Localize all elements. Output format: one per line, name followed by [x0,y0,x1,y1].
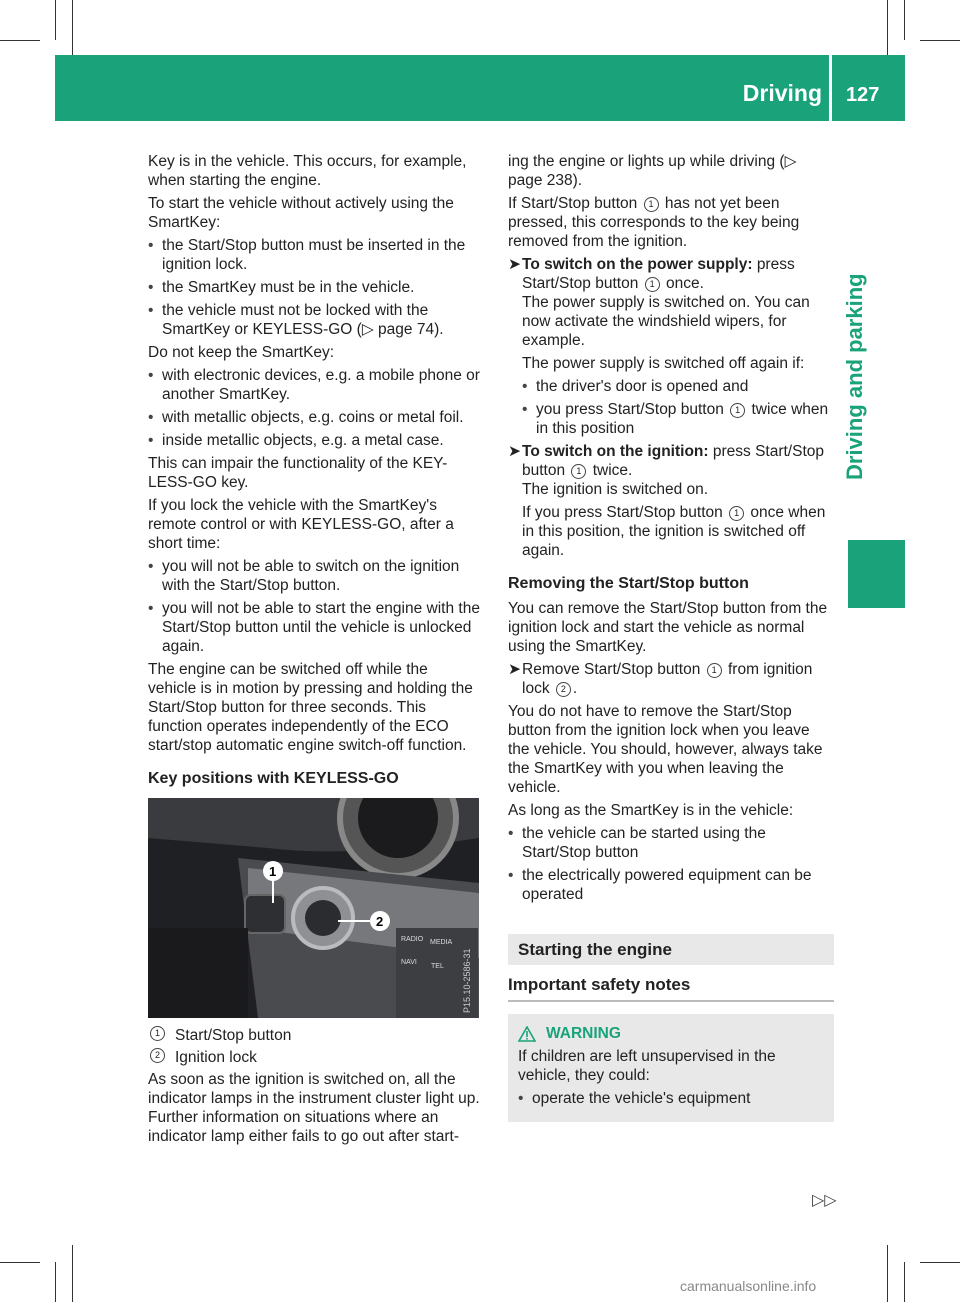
paragraph: The engine can be switched off while the vehicle is in motion by pressing and holding the Start/Stop button for three seconds. This function operates independently of the ECO start/stop automatic engine switch-off function. [148,661,473,754]
side-tab-block [848,540,905,608]
svg-text:1: 1 [269,864,277,879]
crop-mark [920,40,960,41]
list-item: • inside metallic objects, e.g. a metal case. [148,431,480,450]
paragraph: Key is in the vehicle. This occurs, for example, when starting the engine. [148,153,467,189]
crop-mark [887,1245,888,1302]
bullet-list [148,366,480,450]
instruction-step: ➤ Remove Start/Stop button 1 from ignition lock 2 . [508,661,813,697]
list-item: • the driver's door is opened and [522,377,834,396]
warning-text: If children are left unsupervised in the vehicle, they could: [518,1048,776,1084]
paragraph: If you lock the vehicle with the SmartKey's remote control or with KEYLESS-GO, after a short time: [148,497,454,552]
ignition-illustration [148,798,479,1018]
svg-text:2: 2 [376,914,384,929]
crop-mark [55,1262,56,1302]
continued-indicator: ▷▷ [812,1192,837,1209]
section-heading: Removing the Start/Stop button [508,575,749,592]
tel-button-label: TEL [431,963,444,970]
crop-mark [904,0,905,40]
paragraph: To start the vehicle without actively using the SmartKey: [148,195,454,231]
page-number: 127 [846,84,880,106]
instruction-step: ➤ To switch on the power supply: press Start/Stop button 1 once. The power supply is switched on. You can now activate the windshield wipers, for example. The power supply is switched off again if: • the driver's door is opened and • you press Start/Stop button 1 twice when in this position [508,255,834,438]
caption-text: Ignition lock [175,1049,257,1066]
list-item: • the SmartKey must be in the vehicle. [148,278,480,297]
crop-mark [72,0,73,55]
list-item: • the electrically powered equipment can be operated [508,866,834,904]
crop-mark [920,1262,960,1263]
list-item: • with electronic devices, e.g. a mobile phone or another SmartKey. [148,366,480,404]
paragraph: You can remove the Start/Stop button from the ignition lock and start the vehicle as normal using the SmartKey. [508,600,828,655]
subsection-title: Important safety notes [508,975,834,1002]
header-separator [829,55,832,121]
callout-number: 2 [150,1048,165,1063]
crop-mark [0,1262,40,1263]
caption [148,1048,480,1067]
ignition-photo [148,798,479,1018]
paragraph: This can impair the functionality of the KEY-LESS-GO key. [148,455,448,491]
caption [148,1026,480,1045]
crop-mark [72,1245,73,1302]
paragraph: Do not keep the SmartKey: [148,344,335,361]
warning-title: WARNING [546,1025,621,1042]
step-arrow-icon: ➤ [508,443,521,460]
navi-button-label: NAVI [401,959,417,966]
photo-reference-code: P15.10-2586-31 [462,948,472,1013]
warning-header [518,1024,824,1043]
list-item: • operate the vehicle's equipment [518,1089,824,1108]
paragraph: As soon as the ignition is switched on, all the indicator lamps in the instrument cluster light up. Further information on situations where an indicator lamp either fails to go out after start- [148,1071,480,1145]
bullet-list [522,377,834,438]
instruction-step: ➤ To switch on the ignition: press Start/Stop button 1 twice. The ignition is switched on. If you press Start/Stop button 1 once when in this position, the ignition is switched off again. [508,443,826,559]
bullet-list [148,557,480,656]
list-item: • with metallic objects, e.g. coins or metal foil. [148,408,480,427]
header-title: Driving [742,80,822,106]
crop-mark [904,1262,905,1302]
media-button-label: MEDIA [430,939,453,946]
paragraph: You do not have to remove the Start/Stop button from the ignition lock when you leave the vehicle. You should, however, always take the SmartKey with you when leaving the vehicle. [508,703,823,796]
crop-mark [887,0,888,55]
bullet-list [148,236,480,339]
caption-text: Start/Stop button [175,1027,292,1044]
paragraph: If Start/Stop button 1 has not yet been pressed, this corresponds to the key being removed from the ignition. [508,195,800,250]
paragraph: ing the engine or lights up while driving (▷ page 238). [508,153,797,189]
step-arrow-icon: ➤ [508,256,521,273]
callout-number: 1 [150,1026,165,1041]
right-column [508,152,834,1122]
warning-box [508,1014,834,1122]
paragraph: As long as the SmartKey is in the vehicle: [508,802,794,819]
list-item: • the Start/Stop button must be inserted in the ignition lock. [148,236,480,274]
list-item: • the vehicle must not be locked with the SmartKey or KEYLESS-GO (▷ page 74). [148,301,480,339]
left-column [148,152,480,1150]
bullet-list [518,1089,824,1108]
section-title: Starting the engine [508,934,834,965]
list-item: • you will not be able to start the engine with the Start/Stop button until the vehicle is unlocked again. [148,599,480,656]
side-tab-label: Driving and parking [842,273,867,480]
warning-triangle-icon [518,1026,536,1042]
step-arrow-icon: ➤ [508,661,521,678]
watermark: carmanualsonline.info [680,1278,817,1294]
list-item: • you will not be able to switch on the ignition with the Start/Stop button. [148,557,480,595]
list-item: • the vehicle can be started using the Start/Stop button [508,824,834,862]
crop-mark [55,0,56,40]
section-heading: Key positions with KEYLESS-GO [148,770,399,787]
radio-button-label: RADIO [401,936,424,943]
bullet-list [508,824,834,904]
list-item: • you press Start/Stop button 1 twice when in this position [522,400,834,438]
crop-mark [0,40,40,41]
